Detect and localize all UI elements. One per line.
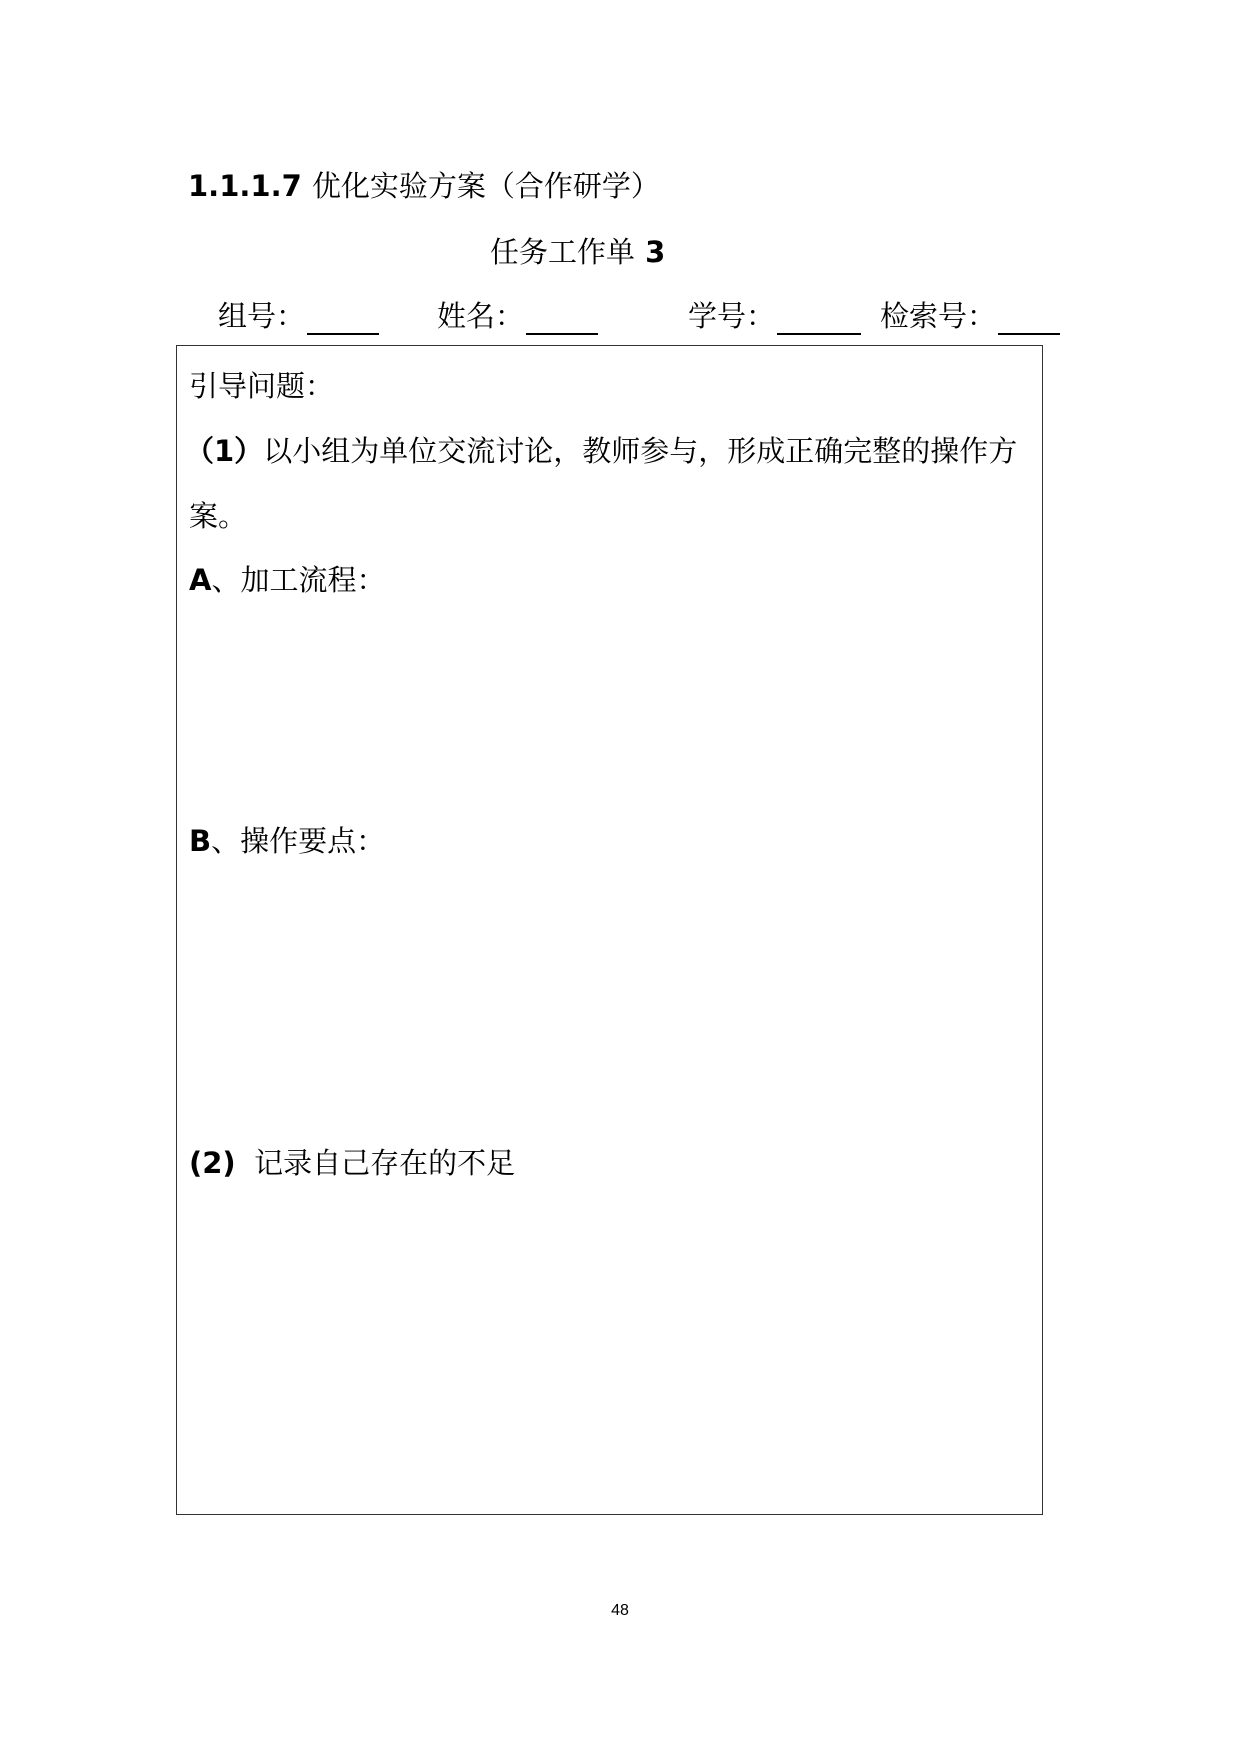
student-number-label: 学号： (688, 299, 776, 333)
sheet-title (490, 230, 665, 271)
section-heading (188, 164, 660, 205)
info-field-row (0, 294, 1240, 334)
page-number: 48 (611, 1602, 629, 1619)
sheet-title-number: 3 (645, 235, 666, 269)
question-1-number: （1） (185, 434, 264, 468)
part-a-heading (189, 558, 385, 599)
sheet-title-text: 任务工作单 (490, 235, 636, 269)
student-number-field (688, 294, 861, 335)
name-label: 姓名： (437, 299, 525, 333)
worksheet-box (176, 345, 1043, 1515)
part-b-letter: B (189, 824, 212, 858)
name-field (437, 294, 598, 335)
index-number-label: 检索号： (880, 299, 997, 333)
index-number-blank[interactable] (998, 299, 1060, 335)
question-1-text-line-1: 以小组为单位交流讨论，教师参与，形成正确完整的操作方 (263, 434, 1018, 468)
index-number-field (880, 294, 1060, 335)
group-number-field (218, 294, 379, 335)
name-blank[interactable] (526, 299, 598, 335)
section-number: 1.1.1.7 (188, 169, 302, 203)
part-b-text: 、操作要点： (211, 824, 386, 858)
question-2-text: 记录自己存在的不足 (254, 1146, 516, 1180)
guide-question-label: 引导问题： (189, 369, 335, 403)
section-title: 优化实验方案（合作研学） (311, 169, 660, 203)
group-number-blank[interactable] (307, 299, 379, 335)
question-1-line-1 (185, 429, 1017, 470)
question-1-line-2: 案。 (189, 499, 248, 533)
student-number-blank[interactable] (777, 299, 861, 335)
question-2-number: (2) (189, 1146, 236, 1180)
question-2-line (189, 1141, 515, 1182)
part-a-text: 、加工流程： (211, 563, 386, 597)
group-number-label: 组号： (218, 299, 306, 333)
part-a-letter: A (189, 563, 212, 597)
part-b-heading (189, 819, 385, 860)
